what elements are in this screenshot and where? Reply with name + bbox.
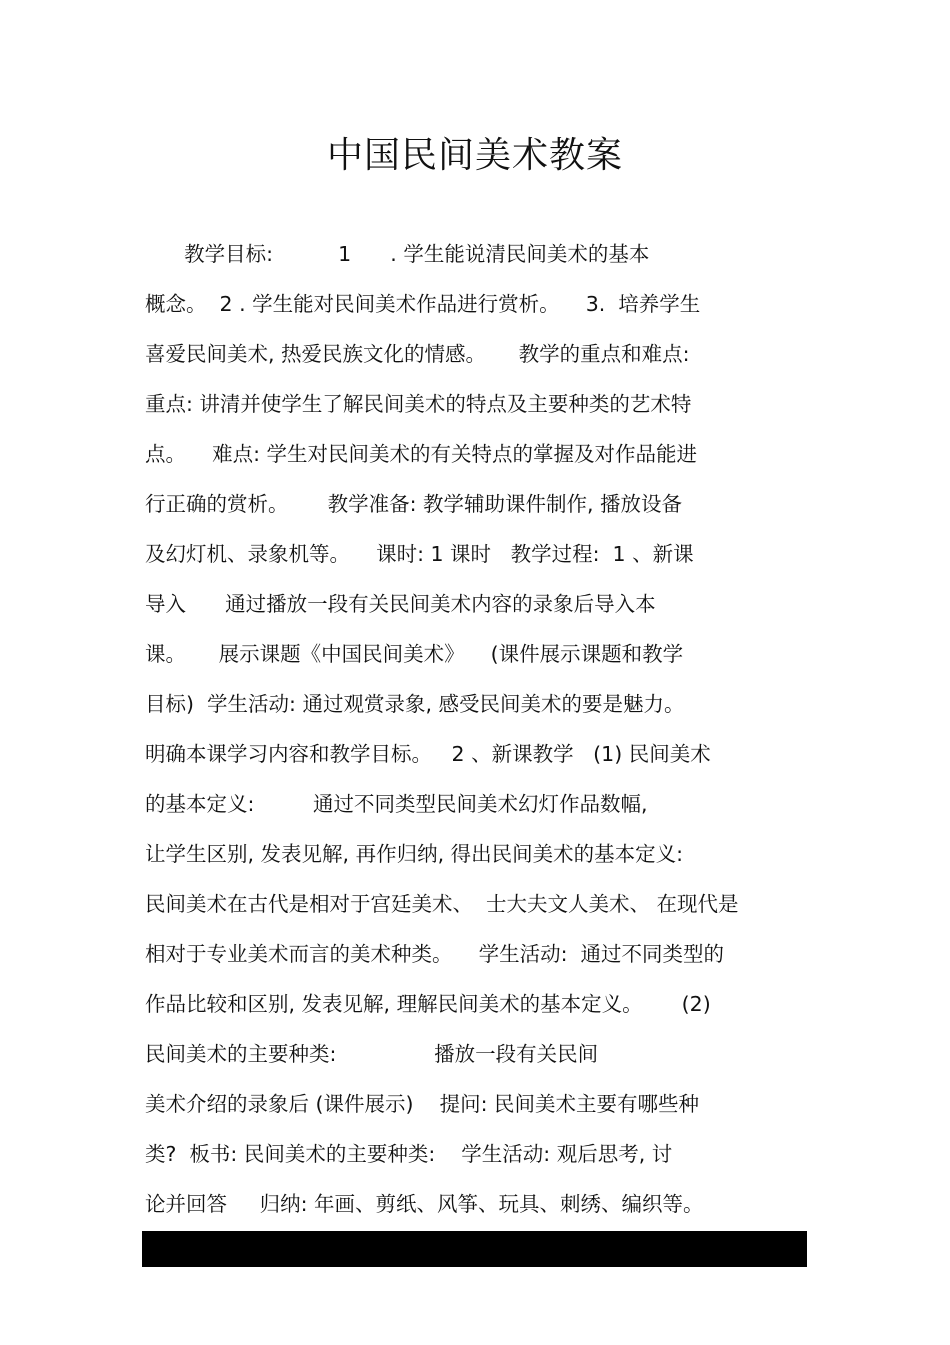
body-line: 相对于专业美术而言的美术种类。 学生活动: 通过不同类型的 — [145, 942, 725, 966]
body-line: 类? 板书: 民间美术的主要种类: 学生活动: 观后思考, 讨 — [145, 1142, 673, 1166]
body-line: 民间美术在古代是相对于宫廷美术、 士大夫文人美术、 在现代是 — [145, 892, 739, 916]
body-line: 重点: 讲清并使学生了解民间美术的特点及主要种类的艺术特 — [145, 392, 692, 416]
body-line: 教学目标: 1 . 学生能说清民间美术的基本 — [145, 242, 650, 266]
body-line: 让学生区别, 发表见解, 再作归纳, 得出民间美术的基本定义: — [145, 842, 684, 866]
body-line: 明确本课学习内容和教学目标。 2 、新课教学 (1) 民间美术 — [145, 742, 711, 766]
body-line: 的基本定义: 通过不同类型民间美术幻灯作品数幅, — [145, 792, 648, 816]
body-line: 行正确的赏析。 教学准备: 教学辅助课件制作, 播放设备 — [145, 492, 683, 516]
body-line: 民间美术的主要种类: 播放一段有关民间 — [145, 1042, 599, 1066]
black-redaction-bar — [142, 1231, 807, 1267]
body-line: 概念。 2 . 学生能对民间美术作品进行赏析。 3. 培养学生 — [145, 292, 701, 316]
body-line: 论并回答 归纳: 年画、剪纸、风筝、玩具、刺绣、编织等。 — [145, 1192, 704, 1216]
body-line: 及幻灯机、录象机等。 课时: 1 课时 教学过程: 1 、新课 — [145, 542, 694, 566]
body-line: 导入 通过播放一段有关民间美术内容的录象后导入本 — [145, 592, 656, 616]
body-line: 喜爱民间美术, 热爱民族文化的情感。 教学的重点和难点: — [145, 342, 690, 366]
body-line: 课。 展示课题《中国民间美术》 (课件展示课题和教学 — [145, 642, 684, 666]
body-line: 美术介绍的录象后 (课件展示) 提问: 民间美术主要有哪些种 — [145, 1092, 699, 1116]
body-line: 点。 难点: 学生对民间美术的有关特点的掌握及对作品能进 — [145, 442, 697, 466]
document-title: 中国民间美术教案 — [326, 135, 623, 176]
body-line: 目标) 学生活动: 通过观赏录象, 感受民间美术的要是魅力。 — [145, 692, 685, 716]
body-line: 作品比较和区别, 发表见解, 理解民间美术的基本定义。 (2) — [145, 992, 711, 1016]
